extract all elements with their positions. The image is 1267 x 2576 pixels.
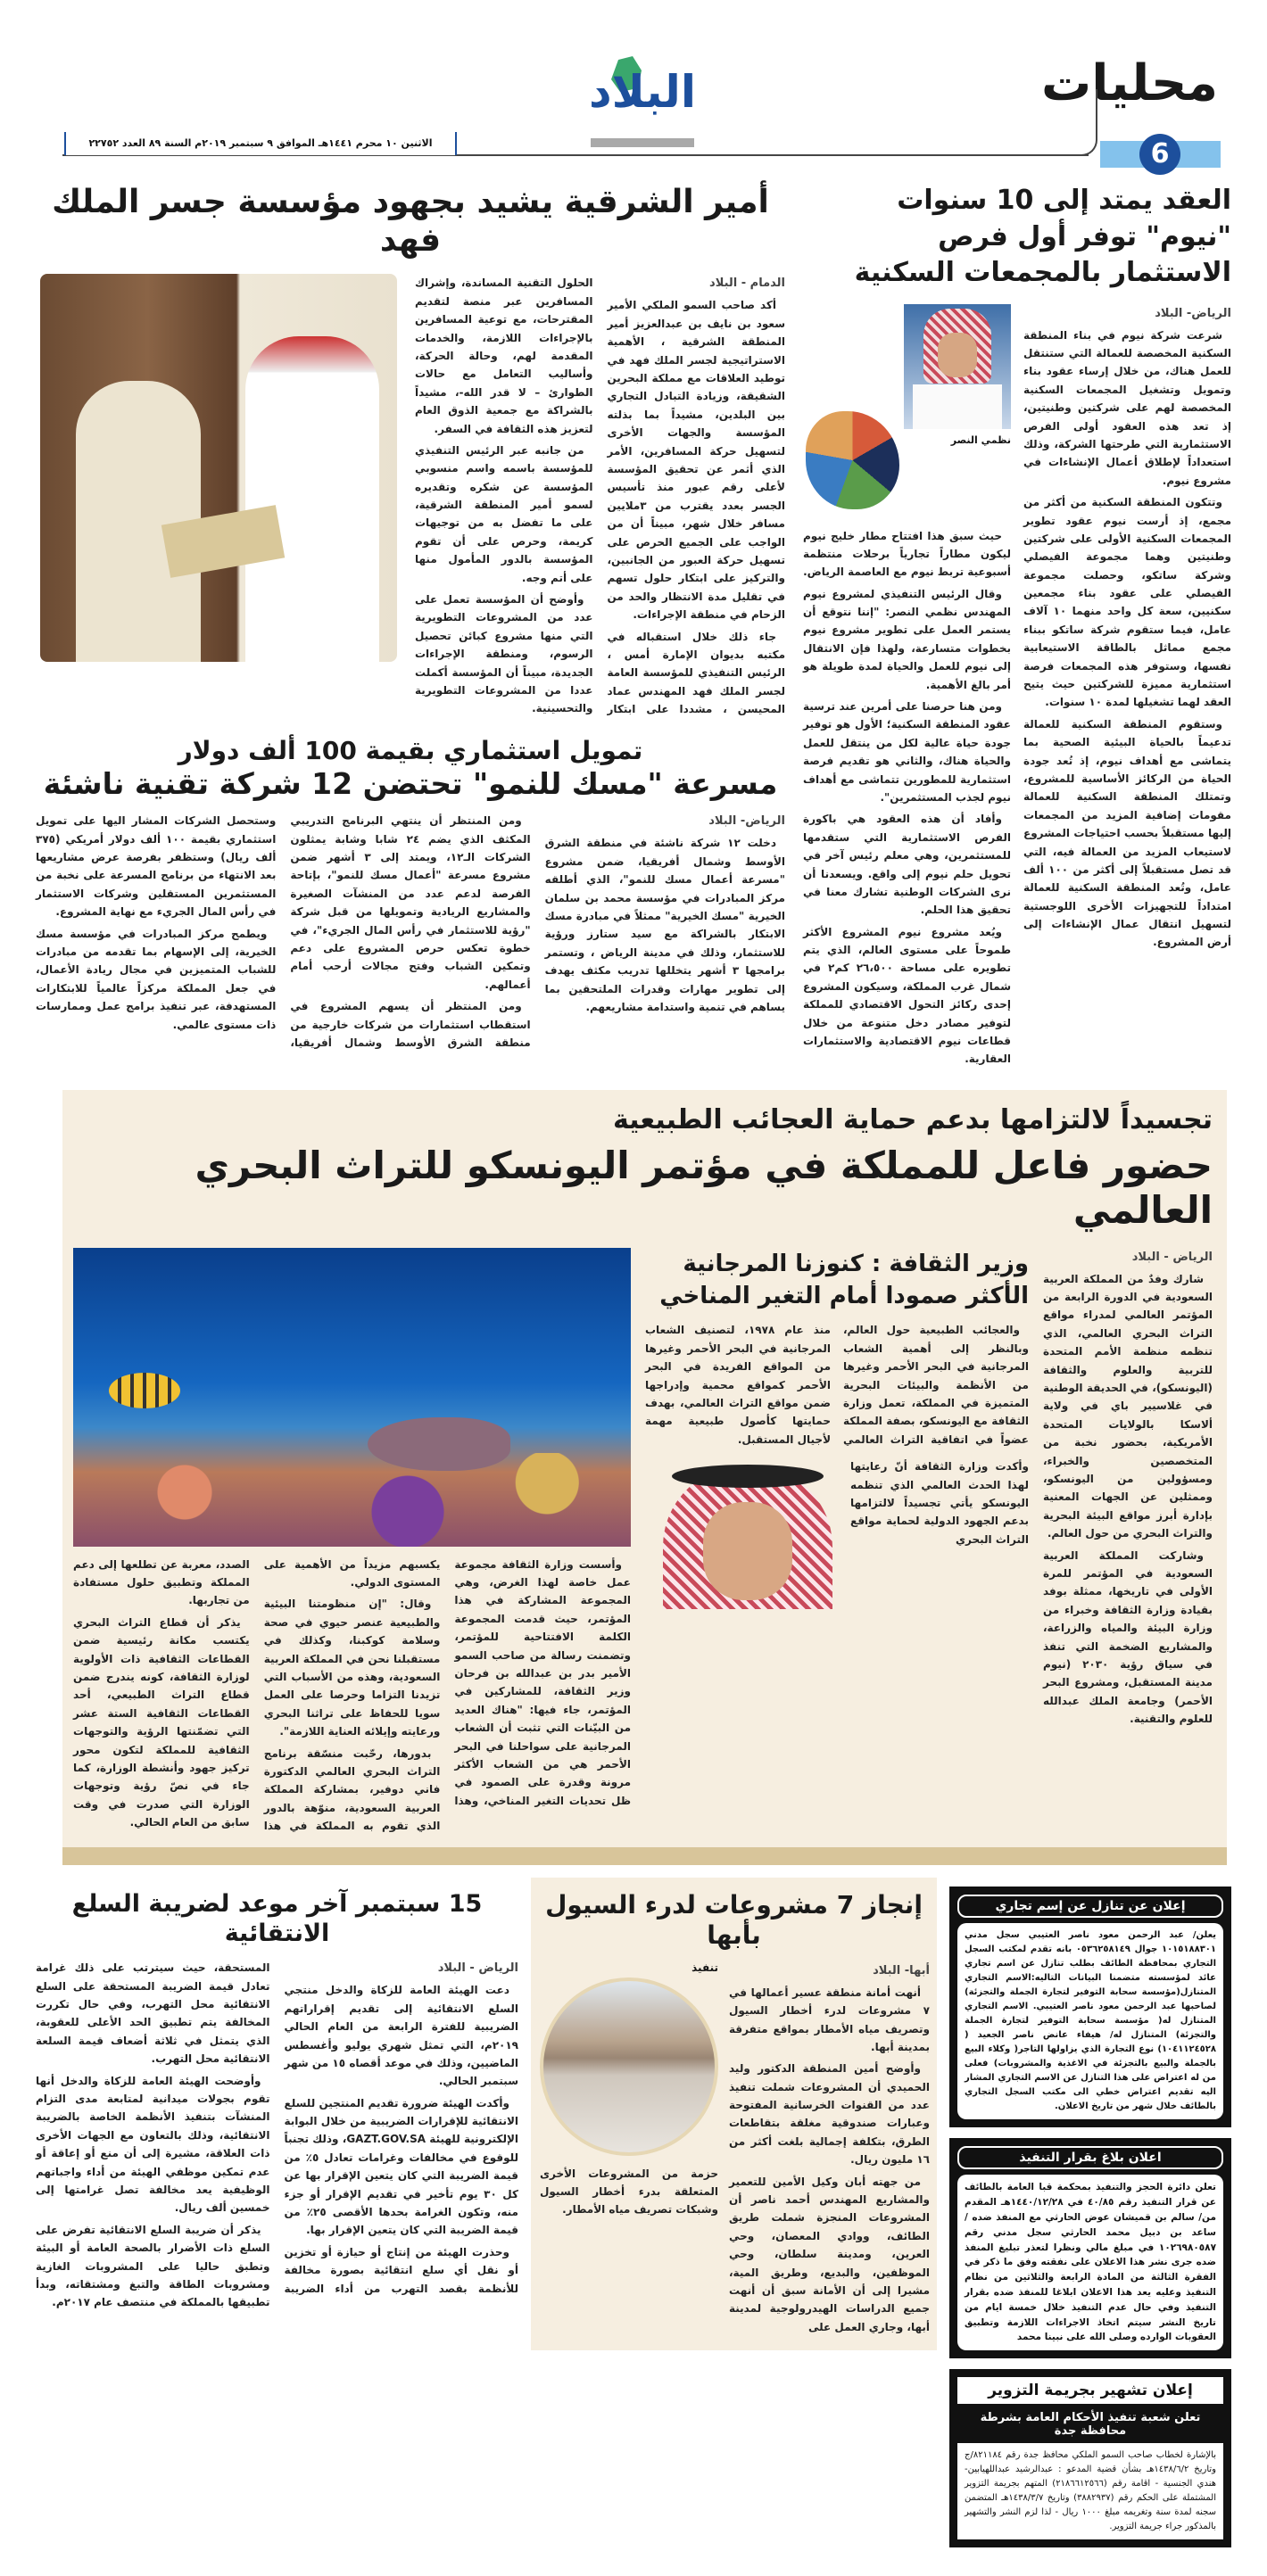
feature-body-middle: والعجائب الطبيعية حول العالم، وبالنظر إلى أهمية الشعاب المرجانية في البحر الأحمر وغيرها من الأنظمة والبيئات البحرية المتميزة في المملكة، تعمل وزارة الثقافة مع اليونسكو، بصفة المملكة عضواً في اتفاقية التراث العالمي منذ عام ١٩٧٨، لتصنيف الشعاب المرجانية في البحر الأحمر وغيرها من المواقع الفريدة في البحر الأحمر كمواقع محمية وإدراجها ضمن مواقع التراث العالمي، بهدف حمايتها كأصول طبيعية مهمة لأجيال المستقبل. <box>645 1324 1029 1446</box>
article-body: الدمام - البلاد أكد صاحب السمو الملكي الأمير سعود بن نايف بن عبدالعزيز أمير المنطقة الشرقية ، الأهمية الاستراتيجية لجسر الملك فهد في توطيد العلاقات مع مملكة البحرين الشقيقة، وزيادة التبادل التجاري بين البلدين، مشيداً بما بذلته المؤسسة والجهات الأخرى لتسهيل حركة المسافرين، الأمر الذي أثمر عن تحقيق المؤسسة لأعلى رقم عبور منذ تأسيس الجسر بعدد يقترب من ٣ملايين مسافر خلال شهر، مبيناً أن من الواجب على الجميع الحرص على تسهيل حركة العبور من الجانبين، والتركيز على ابتكار حلول تسهم في تقليل مدة الانتظار والحد من الزحام في منطقة الإجراءات. جاء ذلك خلال استقباله في مكتبه بديوان الإمارة أمس ، الرئيس التنفيذي للمؤسسة العامة لجسر الملك فهد المهندس عماد المحيسن ، مشددا على ابتكار الحلول التقنية المساندة، وإشراك المسافرين عبر منصة لتقديم المقترحات، مع توعية المسافرين بالإجراءات اللازمة، والخدمات المقدمة لهم، وحالة الحركة، وأساليب التعامل مع حالات الطوارئ – لا قدر الله-، مشيداً بالشراكة مع جمعية الذوق العام لتعزيز هذه الثقافة في السفر. من جانبه عبر الرئيس التنفيذي للمؤسسة باسمه واسم منسوبي المؤسسة عن شكره وتقديره لسمو أمير المنطقة الشرقية، على ما تفضل به من توجيهات كريمة، وحرص على أن تقوم المؤسسة بالدور المأمول منها على أتم وجه. وأوضح أن المؤسسة تعمل على عدد من المشروعات التطويرية التي منها مشروع كبائن تحصيل الرسوم، ومنطقة الإجراءات الجديدة، مبيناً أن المؤسسة أكملت عددا من المشروعات التطويرية والتحسينية. <box>415 277 785 716</box>
article-abha-floods <box>531 1878 937 2350</box>
left-block <box>36 183 785 1052</box>
top-section <box>36 183 1231 1072</box>
article-body: الرياض- البلاد دخلت ١٢ شركة ناشئة في منطقة الشرق الأوسط وشمال أفريقيا، ضمن مشروع "مسرعة أعمال مسك للنمو"، الذي أطلقه مركز المبادرات في مؤسسة محمد بن سلمان الخيرية "مسك الخيرية" ممثلاً في مبادرة مسك الابتكار بالشراكة مع سيد ستارز ورؤية للاستثمار، وذلك في مدينة الرياض ، وتستمر برامجها ٣ أشهر يتخللها تدريب مكثف يهدف إلى تطوير مهارات وقدرات الملتحقين بما يساهم في تنمية واستدامة مشاريعهم. ومن المنتظر أن ينتهي البرنامج التدريبي المكثف الذي يضم ٢٤ شابا وشابة يمثلون الشركات الـ١٢، ويمتد إلى ٣ أشهر ضمن مشروع مسرعة "أعمال مسك للنمو"، بإتاحة الفرصة لدعم عدد من المنشآت الصغيرة والمشاريع الريادية وتمويلها من قبل شركة "رؤية للاستثمار في رأس المال الجريء"، في خطوة تعكس حرص المشروع على دعم وتمكين الشباب وفتح مجالات أرحب أمام أعمالهم. ومن المنتظر أن يسهم المشروع في استقطاب استثمارات من شركات خارجية من منطقة الشرق الأوسط وشمال أفريقيا، وستحصل الشركات المشار اليها على تمويل استثماري بقيمة ١٠٠ ألف دولار أمريكي (٣٧٥ ألف ريال) وستظفر بفرصة عرض مشاريعها بعد الانتهاء من برنامج المسرعة على نخبة من المستثمرين المستقلين وشركات الاستثمار في رأس المال الجريء مع نهاية المشروع. ويطمح مركز المبادرات في مؤسسة مسك الخيرية، إلى الإسهام بما تقدمه من مبادرات للشباب المتميزين في مجال ريادة الأعمال، في جعل المملكة مركزاً عالمياً للابتكارات المستهدفة، عبر تنفيذ برامج عمل وممارسات ذات مستوى عالمي. <box>36 814 785 1049</box>
page-number-badge: 6 <box>1139 134 1180 175</box>
article-neom <box>803 183 1231 1072</box>
feature-columns <box>73 1248 1213 1836</box>
newspaper-logo: البلاد <box>571 49 714 152</box>
article-body: أبها- البلاد أنهت أمانة منطقة عسير أعمالها في ٧ مشروعات لدرء أخطار السيول وتصريف مياه الأمطار بمواقع متفرقة بمدينة أبها. وأوضح أمين المنطقة الدكتور وليد الحميدي أن المشروعات شملت تنفيذ عدد من القنوات الخرسانية المفتوحة وعبارات صندوقية مغلقة بتقاطعات الطرق، بتكلفة إجمالية بلغت أكثر من ١٦ مليون ريال. من جهته أبان وكيل الأمين للتعمير والمشاريع المهندس أحمد ناصر أن المشروعات المنجزة شملت طريق الطائف، ووادي المعصان، وحي العرين، ومدينة سلطان، وحي الموظفين، والبديع، وطريق المية، مشيرا إلى أن الأمانة سبق أن أنهت جميع الدراسات الهيدرولوجية لمدينة أبها، وجاري العمل على <box>729 1963 930 2333</box>
article-headline: أمير الشرقية يشيد بجهود مؤسسة جسر الملك فهد <box>52 184 769 260</box>
feature-body-right: الرياض - البلاد شارك وفدٌ من المملكة العربية السعودية في الدورة الرابعة من المؤتمر العالمي لمدراء مواقع التراث البحري العالمي، الذي تنظمه منظمة الأمم المتحدة للتربية والعلوم والثقافة (اليونسكو)، في الحديقة الوطنية في غلاسيير باي في ولاية ألاسكا بالولايات المتحدة الأمريكية، بحضور نخبة من المتخصصين والخبراء، ومسؤولين من اليونسكو، وممثلين عن الجهات المعنية بإدارة أبرز مواقع البيئة البحرية والتراث البحري من حول العالم. وشاركت المملكة العربية السعودية في المؤتمر للمرة الأولى في تاريخها، ممثلة بوفد بقيادة وزارة الثقافة وخبراء من وزارة البيئة والمياه والزراعة، والمشاريع الضخمة التي تنفذ في سياق رؤية ٢٠٣٠ (نيوم مدينة المستقبل، ومشروع البحر الأحمر) وجامعة الملك عبدالله للعلوم والتقنية. <box>1043 1250 1213 1726</box>
feature-kicker: تجسيداً لالتزامها بدعم حماية العجائب الطبيعية <box>612 1103 1213 1135</box>
photo-caption: نظمي النصر <box>950 433 1011 446</box>
article-body-right: الرياض- البلاد شرعت شركة نيوم في بناء المنطقة السكنية المخصصة للعمالة التي ستنتقل للعمل هناك، من خلال إرساء عقود بناء وتمويل وتشغيل المجمعات السكنية المخصصة لهم على شركتين وطنيتين، إذ تعد هذه العقود أولى الفرص الاستثمارية التي طرحتها الشركة، وذلك استعداداً لإطلاق أعمال الإنشاءات في مشروع نيوم. وتتكون المنطقة السكنية من أكثر من مجمع، إذ أرست نيوم عقود تطوير المجمعات السكنية الأولى على شركتين وطنيتين وهما مجموعة الفيصلي وشركة ساتكو، وحصلت مجموعة الفيصلي على عقود بناء مجمعين سكنيين، سعة كل واحد منهما ١٠ آلاف عامل، فيما ستقوم شركة ساتكو ببناء مجمع مماثل بالطاقة الاستيعابية نفسها، وستوفر هذه المجمعات فرصة استثمارية مميزة للشركتين حيث يتيح العقد لهما تشغيلها لمدة ١٠ سنوات. وستقوم المنطقة السكنية للعمالة تدعيماً بالحياة البيئية الصحية بما يتماشى مع أهداف نيوم، إذ تُعد جودة الحياة من الركائز الأساسية للمشروع، وتمتلك المنطقة السكنية للعمالة مقومات إضافية المزيد من المجمعات إليها مستقبلاً بحسب احتياجات المشروع لاستيعاب المزيد من العمالة فيه، التي قد تصل مستقبلاً إلى أكثر من ١٠٠ ألف عامل، وتُعد المنطقة السكنية للعمالة امتداداً للتجهيزات الأخرى اللوجستية لتسهيل انتقال عمال الإنشاءات إلى أرض المشروع. <box>1023 306 1232 949</box>
neom-logo-graphic <box>806 411 899 509</box>
pull-quote: وأكدت وزارة الثقافة أنّ رعايتها لهذا الحدث العالمي الذي تنظمه اليونسكو يأتي تجسيداً لالتزامها بدعم الجهود الدولية لحماية مواقع التراث البحري <box>850 1460 1029 1546</box>
ad-trade-name-waiver: إعلان عن تنازل عن إسم تجاري يعلن/ عبد الرحمن معود ناصر العتيبي سجل مدني ١٠١٥١٨٨٣٠١ جوال ٠٥٣٦٢٥٨١٤٩ بانه تقدم لمكتب السجل التجاري بمحافظة الطائف بطلب تنازل عن اسم تجاري عائد لمؤسسته متضمنا البيانات التاليه:الاسم التجاري المتنازل(مؤسسة سحابة التوفير لتجارة الجملة والتجزئة) لصاحبها عبد الرحمن معود ناصر العتيبي. الاسم التجاري المتنازل له( مؤسسة سحابة التوفير لتجارة الجملة والتجزئة) المتنازل له/ هيفاء عانض ناصر الجعيد ( ١٠٤١١٢٤٥٢٨) نوع التجارة الذي يزاولها التاجر( وكلاء البيع بالجملة والبيع بالتجزئة في الاغذية والمشروبات) فعلى من له اعتراض على هذا التنازل عن الاسم التجاري المشار اليه تقديم اعتراض خطي الى مكتب السجل التجاري بالطائف خلال شهر من تاريخ الاعلان. <box>949 1887 1231 2127</box>
feature-middle <box>645 1248 1029 1610</box>
section-title: محليات <box>1040 54 1218 112</box>
article-headline: العقد يمتد إلى 10 سنوات "نيوم" توفر أول فرص الاستثمار بالمجمعات السكنية <box>854 185 1231 288</box>
photo-caption: حزمة من المشروعات الأخرى المتعلقة بدرء أخطار السيول وشبكات تصريف مياه الأمطار. <box>540 2167 718 2217</box>
article-misk <box>36 736 785 1052</box>
flood-channel-photo <box>540 1977 718 2156</box>
article-body-left <box>803 304 1011 1072</box>
nadhmi-alnasr-photo <box>904 304 1011 429</box>
neom-columns <box>803 304 1231 1072</box>
quote-and-photo <box>645 1457 1029 1609</box>
coral-reef-photo <box>73 1248 631 1547</box>
logo-underline <box>591 138 694 147</box>
feature-unesco <box>62 1090 1227 1866</box>
article-body-left-text: حيث سبق هذا افتتاح مطار خليج نيوم ليكون مطاراً تجارياً برحلات منتظمة أسبوعية تربط نيوم مع العاصمة الرياض. وقال الرئيس التنفيذي لمشروع نيوم المهندس نظمي النصر: "إننا نتوقع أن يستمر العمل على تطوير مشروع نيوم بخطوات متسارعة، ولهذا فإن الانتقال إلى نيوم للعمل والحياة لمدة طويلة هو أمر بالغ الأهمية. ومن هنا حرصنا على أمرين عند ترسية عقود المنطقة السكنية؛ الأول هو توفير جودة حياة عالية لكل من ينتقل للعمل والحياة هناك، والثاني هو تقديم فرصة استثمارية للمطورين تتماشى مع أهداف نيوم لجذب المستثمرين". وأفاد أن هذه العقود هي باكورة الفرص الاستثمارية التي ستقدمها للمستثمرين، وهي معلم رئيس آخر في تحويل حلم نيوم إلى واقع. ويسعدنا أن نرى الشركات الوطنية تشارك معنا في تحقيق هذا الحلم. ويُعد مشروع نيوم المشروع الأكثر طموحاً على مستوى العالم، الذي يتم تطويره على مساحة ٢٦،٥٠٠ كم٢ في شمال غرب المملكة، وسيكون المشروع إحدى ركائز التحول الاقتصادي للمملكة لتوفير مصادر دخل متنوعة من خلال قطاعات نيوم الاقتصادية والاستثمارات العقارية. <box>803 529 1011 1066</box>
feature-subheadline: وزير الثقافة : كنوزنا المرجانية الأكثر صمودا أمام التغير المناخي <box>659 1250 1029 1309</box>
feature-left <box>73 1248 631 1836</box>
classified-ads <box>949 1887 1231 2558</box>
abha-photo-block <box>540 1961 718 2219</box>
issue-dateline: الاثنين ١٠ محرم ١٤٤١هـ الموافق ٩ سبتمبر ٢٠١٩م السنة ٨٩ العدد ٢٢٧٥٢ <box>64 132 457 155</box>
amir-content <box>36 274 785 720</box>
bottom-section <box>36 1878 1231 2558</box>
feature-body-bottom: وأسست وزارة الثقافة مجموعة عمل خاصة لهذا الغرض، وهي المجموعة المشاركة في هذا المؤتمر، حيث قدمت المجموعة الكلمة الافتتاحية للمؤتمر، وتضمنت رسالة من صاحب السمو الأمير بدر بن عبدالله بن فرحان وزير الثقافة، للمشاركين في المؤتمر، جاء فيها: "هناك العديد من البيّنات التي تثبت أن الشعاب المرجانية على سواحلنا في البحر الأحمر هي من الشعاب الأكثر مرونة وقدرة على الصمود في ظل تحديات التغير المناخي، وهذا يكسبهم مزيداً من الأهمية على المستوى الدولي. وقال: "إن منظومتنا البيئية والطبيعية عنصر حيوي في صحة وسلامة كوكبنا، وكذلك في مستقبلنا نحن في المملكة العربية السعودية، وهذه من الأسباب التي تزيدنا التزاما وحرصا على العمل سويا للحفاظ على تراثنا البحري ورعايته وإيلائه العناية اللازمة". بدورها، رحّبت منسّقة برنامج التراث البحري العالمي الدكتورة فاني دوفير، بمشاركة المملكة العربية السعودية، منوّهة بالدور الذي تقوم به المملكة في هذا الصدد، معربة عن تطلعها إلى دعم المملكة وتطبيق حلول مستفادة من تجاربها. يذكر أن قطاع التراث البحري يكتسب مكانة رئيسية ضمن القطاعات الثقافية ذات الأولوية لوزارة الثقافة، كونه يندرج ضمن قطاع التراث الطبيعي، أحد القطاعات الثقافية الستة عشر التي تضمّنتها الرؤية والتوجهات الثقافية للمملكة لتكون محور تركيز جهود وأنشطة الوزارة، كما جاء في نصّ رؤية وتوجهات الوزارة التي صدرت في وقت سابق من العام الحالي. <box>73 1557 631 1833</box>
ad-forgery-notice: إعلان تشهير بجريمة التزوير تعلن شعبة تنفيذ الأحكام العامة بشرطة محافظة جدة بالإشارة لخطاب صاحب السمو الملكي محافظ جدة رقم ٨٢١١٨٤/ج وتاريخ ١٤٣٨/٦/٢هـ بشأن قضية المدعو : عبدالرشيد عبداللهيابين- هندي الجنسية - اقامة رقم (٢١٨٦٦١٢٥٦٦) المتهم بجريمة التزوير المشتملة على الحكم رقم (٣٨٨٢٩٣٧) وتاريخ ١٤٣٨/٣/٧هـ المتضمن سجنه لمدة سنة وتغريمه مبلغ ١٠٠٠ ريال - لذا لزم النشر والتشهير بالمذكور جراء جريمة التزوير. <box>949 2369 1231 2547</box>
neom-photo-block <box>803 304 1011 527</box>
photo-label: تنفيذ <box>691 1961 718 1974</box>
article-amir-sharqiya <box>36 183 785 720</box>
article-headline: إنجاز 7 مشروعات لدرء السيول بأبها <box>545 1890 923 1951</box>
culture-minister-photo <box>654 1457 841 1609</box>
abha-content <box>538 1961 930 2341</box>
ad-execution-notice: اعلان بلاغ بقرار التنفيذ تعلن دائرة الحجز والتنفيذ بمحكمة قبا العامة بالطائف عن قرار التنفيذ رقم ٤٠/٨٥ في ١٤٤٠/١٢/٢٨هـ المقدم من/ سالم بن قميشان عوض الحارثي مع المنفذ ضده / ساعد بن دبيل محمد الحارثي سجل مدني رقم ١٠٢٦٩٨٠٥٨٧ في مبلغ مالي ونظرا لتعذر تبليغ المنفذ ضده جرى نشر هذا الاعلان على نفقته وفق ما ذكر في الفقرة الثالثة من المادة الرابعة والثلاثين من نظام التنفيذ وعليه يعد هذا الاعلان ابلاغا للمنفذ ضده بقرار التنفيذ وفي حال عدم التنفيذ خلال خمسة ايام من تاريخ النشر سيتم اتخاذ الاجراءات اللازمة وتطبيق العقوبات الوارده وصلى الله على نبينا محمد <box>949 2138 1231 2358</box>
feature-headline: حضور فاعل للمملكة في مؤتمر اليونسكو للتراث البحري العالمي <box>195 1143 1213 1233</box>
article-body: الرياض - البلاد دعت الهيئة العامة للزكاة والدخل منتجي السلع الانتقائية إلى تقديم إقراراتهم الضريبية للفترة الرابعة من العام الحالي ٢٠١٩م، التي تمثل شهري يوليو وأغسطس الماضيين، وذلك في موعد أقصاه ١٥ من شهر سبتمبر الحالي. وأكدت الهيئة ضرورة تقديم المنتجين للسلع الانتقائية للإقرارات الضريبية من خلال البوابة الإلكترونية للهيئة GAZT.GOV.SA، وذلك تجنباً للوقوع في مخالفات وغرامات تعادل ٥٪ من قيمة الضريبة التي كان يتعين الإقرار بها عن كل ٣٠ يوم تأخير في تقديم الإقرار أو جزء منه، وتكون الغرامة بحدها الأقصى ٢٥٪ من قيمة الضريبة التي كان يتعين الإقرار بها. وحذرت الهيئة من إنتاج أو حيازة أو تخزين أو نقل أي سلع انتقائية بصورة مخالفة للأنظمة بقصد التهرب من أداء الضريبة المستحقة، حيث سيترتب على ذلك غرامة تعادل قيمة الضريبة المستحقة على السلع الانتقائية محل التهرب، وفي حال تكررت المخالفة يتم تطبيق الحد الأعلى للعقوبة، الذي يتمثل في ثلاثة أضعاف قيمة السلعة الانتقائية محل التهرب. وأوضحت الهيئة العامة للزكاة والدخل أنها تقوم بجولات ميدانية لمتابعة مدى التزام المنشآت بتنفيذ الأنظمة الخاصة بالضريبة الانتقائية، وذلك بالتعاون مع الجهات الأخرى ذات العلاقة، مشيرة إلى أن منع أو إعاقة أو عدم تمكين موظفي الهيئة من أداء واجباتهم الوظيفية يعد مخالفة تصل غرامتها إلى خمسين ألف ريال. يذكر أن ضريبة السلع الانتقائية تفرض على السلع ذات الأضرار بالصحة العامة أو البيئة وتطبق حاليا على المشروبات الغازية ومشروبات الطاقة والتبغ ومشتقاته، وبدأ تطبيقها بالمملكة في منتصف عام ٢٠١٧م. <box>36 1961 518 2309</box>
page-header <box>0 0 1267 174</box>
header-rule-curve <box>1080 89 1097 156</box>
amir-photo <box>40 274 397 662</box>
article-headline: تمويل استثماري بقيمة 100 ألف دولار مسرعة "مسك للنمو" تحتضن 12 شركة تقنية ناشئة <box>43 736 778 801</box>
article-excise-tax <box>36 1878 518 2311</box>
article-headline: 15 سبتمبر آخر موعد لضريبة السلع الانتقائية <box>71 1890 483 1947</box>
